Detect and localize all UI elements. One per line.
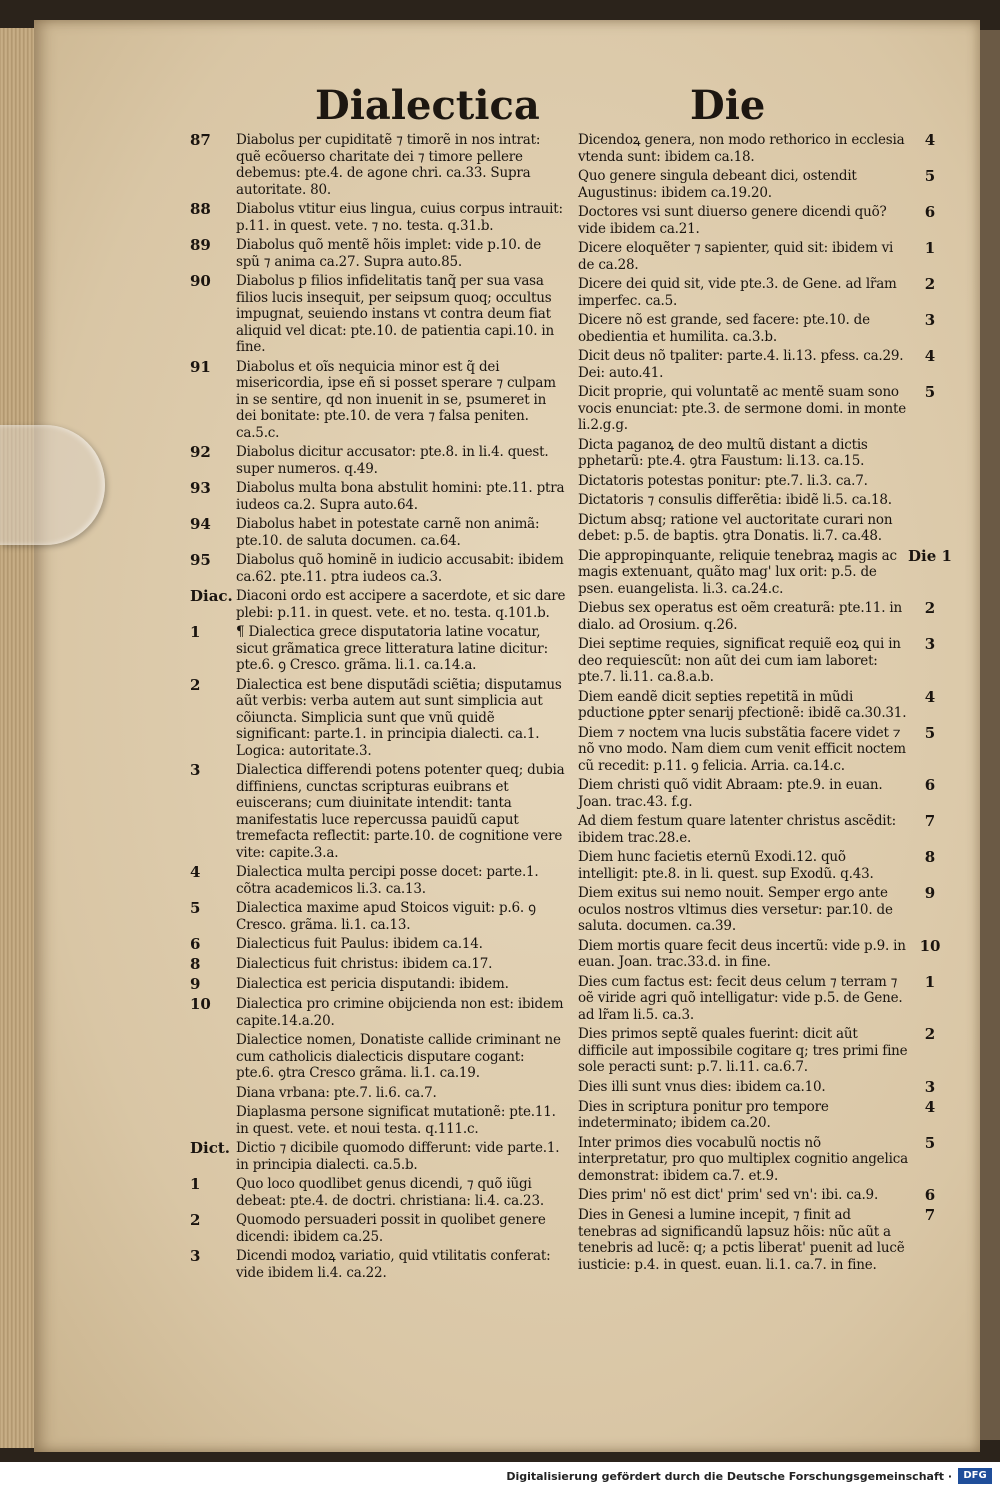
- entry-text: Quomodo persuaderi possit in quolibet genere dicendi: ibidem ca.25.: [236, 1212, 546, 1245]
- entry-text: Diabolus per cupiditatẽ ⁊ timorẽ in nos intrat: quẽ ecõuerso charitate dei ⁊ timore pellere debemus: pte.4. de agone chri. ca.33. Supra autoritate. 80.: [236, 132, 541, 198]
- index-entry: [578, 974, 978, 1024]
- entry-number: 90: [190, 272, 211, 290]
- index-entry: [578, 276, 978, 309]
- index-entry: [578, 1187, 978, 1204]
- index-entry: [190, 624, 570, 674]
- entry-text: Diabolus quõ hominẽ in iudicio accusabit: ibidem ca.62. pte.11. ptra iudeos ca.3.: [236, 552, 564, 585]
- index-entry: [190, 552, 570, 585]
- index-entry: [190, 516, 570, 549]
- entry-text: Dies cum factus est: fecit deus celum ⁊ terram ⁊ oẽ viride agri quõ intelligatur: vide p.5. de Gene. ad lr̃am li.5. ca.3.: [578, 973, 903, 1023]
- entry-text: Doctores vsi sunt diuerso genere dicendi quõ? vide ibidem ca.21.: [578, 204, 887, 237]
- entry-text: Diabolus vtitur eius lingua, cuius corpus intrauit: p.11. in quest. vete. ⁊ no. testa. q.31.b.: [236, 201, 563, 234]
- entry-text: Diaconi ordo est accipere a sacerdote, et sic dare plebi: p.11. in quest. vete. et no. testa. q.101.b.: [236, 588, 566, 621]
- entry-text: Dies illi sunt vnus dies: ibidem ca.10.: [578, 1078, 826, 1095]
- entry-number: 2: [924, 599, 936, 617]
- entry-text: Dialecticus fuit christus: ibidem ca.17.: [236, 956, 493, 972]
- entry-text: Dialectica est bene disputãdi sciẽtia; disputamus aũt verbis: verba autem aut sunt simplicia aut cõiuncta. Simplicia sunt que vnũ quidẽ significant: parte.1. in principia dialecti. ca.1. Logica: autoritate.3.: [236, 676, 562, 759]
- entry-text: Die appropinquante, reliquie tenebraꝝ magis ac magis extenuant, quãto mag' lux orit: p.5. de psen. euangelista. li.3. ca.24.c.: [578, 547, 897, 597]
- index-entry: [578, 849, 978, 882]
- index-entry: [190, 956, 570, 973]
- entry-text: Diem ⁊ noctem vna lucis substãtia facere videt ⁊ nõ vno modo. Nam diem cum venit efficit noctem cũ recedit: p.11. ꝯ felicia. Arria. ca.14.c.: [578, 724, 906, 774]
- entry-number: 5: [924, 1133, 936, 1152]
- index-entry: [578, 168, 978, 201]
- entry-text: Diebus sex operatus est oẽm creaturã: pte.11. in dialo. ad Orosium. q.26.: [578, 600, 902, 633]
- entry-text: Diana vrbana: pte.7. li.6. ca.7.: [236, 1084, 437, 1101]
- entry-text: Dicit proprie, qui voluntatẽ ac mentẽ suam sono vocis enunciat: pte.3. de sermone domi. in monte li.2.g.g.: [578, 384, 907, 433]
- entry-number: 5: [924, 723, 936, 742]
- entry-number: 7: [924, 1206, 936, 1224]
- entry-number: 2: [924, 1025, 936, 1043]
- entry-number: 10: [190, 995, 211, 1013]
- index-entry: [578, 312, 978, 345]
- entry-number: 5: [924, 383, 936, 401]
- facing-page-strip: [980, 30, 1000, 1440]
- entry-number: 92: [190, 443, 211, 461]
- index-entry: [190, 480, 570, 513]
- index-entry: [578, 777, 978, 810]
- entry-number: Dict.: [190, 1139, 230, 1157]
- entry-text: Dicere eloquẽter ⁊ sapienter, quid sit: ibidem vi de ca.28.: [578, 240, 894, 273]
- entry-number: 5: [190, 899, 201, 917]
- entry-text: Diabolus multa bona abstulit homini: pte.11. ptra iudeos ca.2. Supra auto.64.: [236, 480, 565, 513]
- entry-number: 6: [924, 203, 936, 221]
- entry-text: Diabolus dicitur accusator: pte.8. in li.4. quest. super numeros. q.49.: [236, 444, 549, 477]
- entry-text: Diem mortis quare fecit deus incertũ: vide p.9. in euan. Joan. trac.33.d. in fine.: [578, 937, 906, 970]
- entry-text: Ad diem festum quare latenter christus ascẽdit: ibidem trac.28.e.: [578, 813, 896, 846]
- index-entry: [578, 1099, 978, 1132]
- entry-number: 8: [190, 955, 201, 973]
- entry-number: 2: [924, 275, 936, 293]
- entry-number: 4: [924, 347, 936, 365]
- entry-number: 89: [190, 236, 211, 254]
- footer-bar: [0, 1462, 1000, 1492]
- index-entry: [190, 677, 570, 760]
- index-entry: [190, 1032, 570, 1082]
- entry-number: 6: [924, 776, 936, 794]
- entry-number: 93: [190, 479, 211, 497]
- index-entry: [190, 273, 570, 356]
- entry-text: Dicendoꝝ genera, non modo rethorico in ecclesia vtenda sunt: ibidem ca.18.: [578, 132, 905, 165]
- index-entry: [578, 600, 978, 633]
- index-entry: [190, 864, 570, 897]
- index-entry: [578, 348, 978, 381]
- entry-text: Dicta paganoꝝ de deo multũ distant a dictis pphetarũ: pte.4. ꝯtra Faustum: li.13. ca.15.: [578, 436, 868, 469]
- index-entry: [578, 512, 978, 545]
- entry-text: Dicendi modoꝝ variatio, quid vtilitatis conferat: vide ibidem li.4. ca.22.: [236, 1248, 551, 1281]
- index-entry: [190, 996, 570, 1029]
- entry-number: 4: [190, 863, 201, 881]
- entry-number: 1: [190, 623, 201, 641]
- entry-number: 2: [190, 1211, 201, 1229]
- entry-number: 1: [924, 972, 936, 991]
- entry-number: 88: [190, 200, 211, 218]
- entry-text: Dialectica maxime apud Stoicos viguit: p.6. ꝯ Cresco. grãma. li.1. ca.13.: [236, 900, 536, 933]
- entry-number: 9: [924, 884, 936, 902]
- entry-text: Dicit deus nõ tpaliter: parte.4. li.13. pfess. ca.29. Dei: auto.41.: [578, 348, 904, 381]
- entry-number: 94: [190, 515, 211, 533]
- index-entry: [190, 900, 570, 933]
- entry-text: Dicere dei quid sit, vide pte.3. de Gene. ad lr̃am imperfec. ca.5.: [578, 276, 897, 309]
- index-entry: [578, 437, 978, 470]
- index-entry: [578, 885, 978, 935]
- index-entry: [578, 1026, 978, 1076]
- entry-number: 9: [190, 975, 201, 993]
- entry-number: 6: [924, 1186, 936, 1204]
- index-entry: [190, 762, 570, 861]
- entry-number: 3: [924, 1077, 936, 1096]
- index-entry: [578, 636, 978, 686]
- index-entry: [190, 1176, 570, 1209]
- entry-text: Diabolus et oĩs nequicia minor est q̃ dei misericordia, ipse eñ si posset sperare ⁊ culpam in se sentire, qd non inuenit in se, psumeret in dei bonitate: pte.10. de vera ⁊ falsa peniten. ca.5.c.: [236, 358, 556, 441]
- index-entry: [190, 936, 570, 953]
- entry-text: Quo loco quodlibet genus dicendi, ⁊ quõ iũgi debeat: pte.4. de doctri. christiana: li.4. ca.23.: [236, 1176, 544, 1209]
- entry-number: 95: [190, 551, 211, 569]
- entry-text: Dictatoris ⁊ consulis differẽtia: ibidẽ li.5. ca.18.: [578, 492, 892, 508]
- index-entry: [578, 473, 978, 490]
- entry-text: Dies in Genesi a lumine incepit, ⁊ finit ad tenebras ad significandũ lapsuz hõis: nũc aũt a tenebris ad lucẽ: q; a pctis liberat' puenit ad lucẽ iusticie: p.4. in quest. euan. li.1. ca.7. in fine.: [578, 1207, 905, 1273]
- entry-number: 3: [190, 761, 201, 779]
- entry-number: 3: [190, 1247, 201, 1265]
- entry-text: Dictio ⁊ dicibile quomodo differunt: vide parte.1. in principia dialecti. ca.5.b.: [236, 1140, 560, 1173]
- entry-text: Dies primos septẽ quales fuerint: dicit aũt difficile aut impossibile cogitare q; tres primi fine sole peracti sunt: p.7. li.11. ca.6.7.: [578, 1026, 908, 1075]
- entry-text: Diei septime requies, significat requiẽ eoꝝ qui in deo requiescũt: non aũt dei cum iam laboret: pte.7. li.11. ca.8.a.b.: [578, 636, 901, 685]
- page-edge: [0, 28, 38, 1448]
- entry-number: 7: [924, 812, 936, 830]
- index-entry: [578, 132, 978, 165]
- entry-number: 4: [924, 1097, 936, 1116]
- index-entry: [578, 240, 978, 273]
- index-entry: [578, 689, 978, 722]
- entry-number: 87: [190, 131, 211, 149]
- entry-text: Diabolus habet in potestate carnẽ non animã: pte.10. de saluta documen. ca.64.: [236, 516, 540, 549]
- index-entry: [578, 1079, 978, 1096]
- index-entry: [578, 1207, 978, 1273]
- index-entry: [578, 492, 978, 509]
- entry-number: 3: [924, 635, 936, 653]
- entry-text: Dialectica differendi potens potenter queq; dubia diffiniens, cunctas scripturas euibrans et euiscerans; cum diuinitate intendit: tanta manifestatis luce repercussa pauidũ caput tremefacta reflectit: parte.10. de cognitione vere vite: capite.3.a.: [236, 762, 565, 861]
- index-entry: [578, 548, 978, 598]
- entry-text: Dialectica est pericia disputandi: ibidem.: [236, 976, 509, 992]
- left-column: [190, 132, 570, 1284]
- entry-text: Diem hunc facietis eternũ Exodi.12. quõ intelligit: pte.8. in li. quest. sup Exodũ. q.43.: [578, 849, 874, 882]
- index-entry: [578, 204, 978, 237]
- index-entry: [190, 132, 570, 198]
- entry-number: 91: [190, 357, 211, 376]
- index-entry: [190, 1085, 570, 1102]
- entry-text: Dicere nõ est grande, sed facere: pte.10. de obedientia et humilita. ca.3.b.: [578, 312, 870, 345]
- entry-number: 6: [190, 935, 201, 953]
- footer-credit: Digitalisierung gefördert durch die Deutsche Forschungsgemeinschaft ·: [506, 1470, 952, 1483]
- entry-number: 5: [924, 167, 936, 185]
- entry-text: Diaplasma persone significat mutationẽ: pte.11. in quest. vete. et noui testa. q.111.c.: [236, 1104, 556, 1137]
- entry-text: Dialecticus fuit Paulus: ibidem ca.14.: [236, 936, 483, 952]
- index-entry: [190, 201, 570, 234]
- entry-text: Dictatoris potestas ponitur: pte.7. li.3. ca.7.: [578, 472, 868, 489]
- entry-text: Dies in scriptura ponitur pro tempore indeterminato; ibidem ca.20.: [578, 1098, 829, 1131]
- entry-number: 1: [190, 1175, 201, 1193]
- index-entry: [190, 444, 570, 477]
- index-entry: [578, 725, 978, 775]
- index-entry: [190, 1212, 570, 1245]
- entry-text: Dies prim' nõ est dict' prim' sed vn': ibi. ca.9.: [578, 1187, 879, 1203]
- index-entry: [190, 976, 570, 993]
- dfg-logo: DFG: [958, 1468, 992, 1484]
- index-entry: [190, 1104, 570, 1137]
- entry-text: Dictum absq; ratione vel auctoritate curari non debet: p.5. de baptis. ꝯtra Donatis. li.7. ca.48.: [578, 511, 893, 544]
- entry-number: 8: [924, 848, 936, 866]
- entry-number: Diac.: [190, 587, 233, 605]
- running-header-left: Dialectica: [315, 82, 540, 129]
- entry-text: Diabolus quõ mentẽ hõis implet: vide p.10. de spũ ⁊ anima ca.27. Supra auto.85.: [236, 237, 542, 270]
- entry-number: 1: [924, 239, 936, 257]
- index-entry: [190, 588, 570, 621]
- entry-text: Dialectica multa percipi posse docet: parte.1. cõtra academicos li.3. ca.13.: [236, 864, 539, 897]
- entry-text: Quo genere singula debeant dici, ostendit Augustinus: ibidem ca.19.20.: [578, 168, 857, 201]
- index-entry: [190, 359, 570, 442]
- entry-number: 4: [924, 131, 936, 149]
- entry-number: 4: [924, 687, 936, 706]
- entry-text: Dialectica pro crimine obijcienda non est: ibidem capite.14.a.20.: [236, 996, 564, 1029]
- entry-number: 2: [190, 675, 201, 694]
- running-header-right: Die: [690, 82, 766, 129]
- entry-text: ¶ Dialectica grece disputatoria latine vocatur, sicut grãmatica grece litteratura latine dicitur: pte.6. ꝯ Cresco. grãma. li.1. ca.14.a.: [236, 624, 548, 673]
- index-entry: [578, 813, 978, 846]
- entry-number: 10: [919, 936, 941, 955]
- index-entry: [190, 1248, 570, 1281]
- right-column: [578, 132, 978, 1276]
- index-entry: [578, 384, 978, 434]
- entry-number: Die 1: [908, 546, 952, 565]
- entry-text: Diabolus p filios infidelitatis tanq̃ per sua vasa filios lucis insequit, per seipsum quoq; occultus impugnat, seuiendo instans vt contra deum fiat aliquid vel dicat: pte.10. de patientia capi.10. in fine.: [236, 273, 554, 355]
- entry-number: 3: [924, 311, 936, 329]
- entry-text: Diem eandẽ dicit septies repetitã in mũdi pductione ꝑpter senarij pfectionẽ: ibidẽ ca.30.31.: [578, 688, 907, 721]
- index-entry: [190, 237, 570, 270]
- index-entry: [190, 1140, 570, 1173]
- entry-text: Diem exitus sui nemo nouit. Semper ergo ante oculos nostros vltimus dies versetur: par.10. de saluta. documen. ca.39.: [578, 885, 893, 934]
- index-entry: [578, 1135, 978, 1185]
- entry-text: Diem christi quõ vidit Abraam: pte.9. in euan. Joan. trac.43. f.g.: [578, 777, 883, 810]
- index-entry: [578, 938, 978, 971]
- entry-text: Dialectice nomen, Donatiste callide criminant ne cum catholicis dialecticis disputare cogant: pte.6. ꝯtra Cresco grãma. li.1. ca.19.: [236, 1032, 561, 1081]
- entry-text: Inter primos dies vocabulũ noctis nõ interpretatur, pro quo multiplex cognitio angelica demonstrat: ibidem ca.7. et.9.: [578, 1134, 908, 1184]
